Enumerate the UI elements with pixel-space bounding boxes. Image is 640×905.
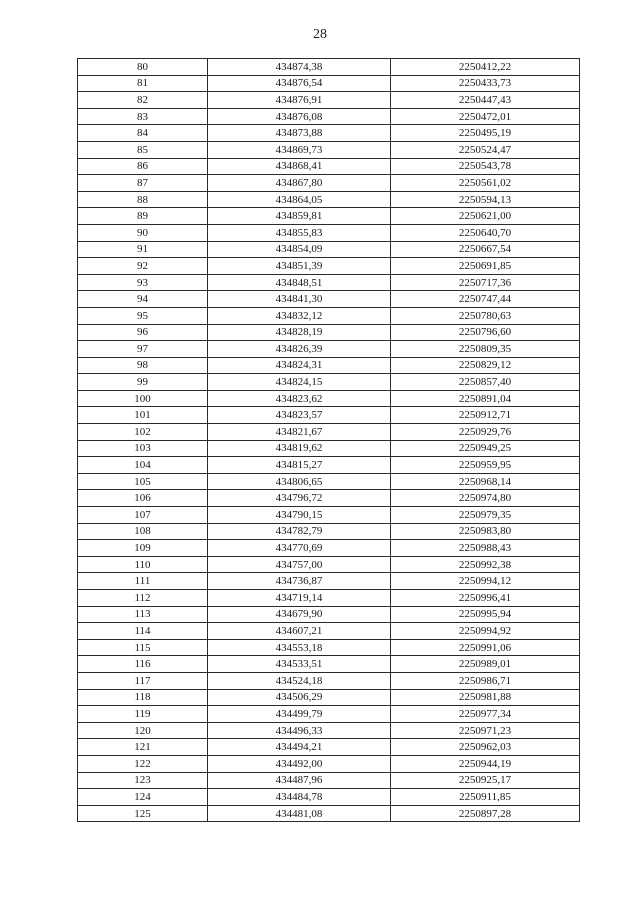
point-number-cell: 82 xyxy=(78,92,208,109)
point-number-cell: 117 xyxy=(78,672,208,689)
y-coordinate-cell: 2250621,00 xyxy=(391,208,580,225)
table-row xyxy=(78,374,580,391)
point-number-cell: 107 xyxy=(78,507,208,524)
y-coordinate-cell: 2250994,92 xyxy=(391,623,580,640)
y-coordinate-cell: 2250959,95 xyxy=(391,457,580,474)
coordinates-table xyxy=(77,58,580,822)
point-number-cell: 83 xyxy=(78,108,208,125)
table-row xyxy=(78,440,580,457)
y-coordinate-cell: 2250989,01 xyxy=(391,656,580,673)
table-row xyxy=(78,407,580,424)
table-row xyxy=(78,573,580,590)
point-number-cell: 91 xyxy=(78,241,208,258)
y-coordinate-cell: 2250994,12 xyxy=(391,573,580,590)
point-number-cell: 113 xyxy=(78,606,208,623)
x-coordinate-cell: 434496,33 xyxy=(208,722,391,739)
y-coordinate-cell: 2250857,40 xyxy=(391,374,580,391)
y-coordinate-cell: 2250949,25 xyxy=(391,440,580,457)
point-number-cell: 115 xyxy=(78,639,208,656)
x-coordinate-cell: 434873,88 xyxy=(208,125,391,142)
page-number: 28 xyxy=(313,27,327,42)
point-number-cell: 85 xyxy=(78,141,208,158)
y-coordinate-cell: 2250524,47 xyxy=(391,141,580,158)
y-coordinate-cell: 2250995,94 xyxy=(391,606,580,623)
x-coordinate-cell: 434819,62 xyxy=(208,440,391,457)
x-coordinate-cell: 434719,14 xyxy=(208,590,391,607)
x-coordinate-cell: 434492,00 xyxy=(208,755,391,772)
table-row xyxy=(78,357,580,374)
point-number-cell: 108 xyxy=(78,523,208,540)
x-coordinate-cell: 434832,12 xyxy=(208,307,391,324)
x-coordinate-cell: 434821,67 xyxy=(208,424,391,441)
y-coordinate-cell: 2250691,85 xyxy=(391,258,580,275)
point-number-cell: 123 xyxy=(78,772,208,789)
x-coordinate-cell: 434487,96 xyxy=(208,772,391,789)
table-row xyxy=(78,274,580,291)
point-number-cell: 110 xyxy=(78,556,208,573)
table-row xyxy=(78,208,580,225)
table-row xyxy=(78,241,580,258)
table-row xyxy=(78,175,580,192)
table-row xyxy=(78,540,580,557)
y-coordinate-cell: 2250974,80 xyxy=(391,490,580,507)
table-row xyxy=(78,324,580,341)
point-number-cell: 121 xyxy=(78,739,208,756)
y-coordinate-cell: 2250925,17 xyxy=(391,772,580,789)
y-coordinate-cell: 2250891,04 xyxy=(391,390,580,407)
x-coordinate-cell: 434859,81 xyxy=(208,208,391,225)
coordinates-table-body xyxy=(78,59,580,822)
point-number-cell: 101 xyxy=(78,407,208,424)
point-number-cell: 120 xyxy=(78,722,208,739)
table-row xyxy=(78,224,580,241)
point-number-cell: 89 xyxy=(78,208,208,225)
point-number-cell: 81 xyxy=(78,75,208,92)
point-number-cell: 98 xyxy=(78,357,208,374)
table-row xyxy=(78,706,580,723)
x-coordinate-cell: 434796,72 xyxy=(208,490,391,507)
x-coordinate-cell: 434868,41 xyxy=(208,158,391,175)
y-coordinate-cell: 2250747,44 xyxy=(391,291,580,308)
table-row xyxy=(78,623,580,640)
x-coordinate-cell: 434533,51 xyxy=(208,656,391,673)
table-row xyxy=(78,191,580,208)
y-coordinate-cell: 2250433,73 xyxy=(391,75,580,92)
table-row xyxy=(78,639,580,656)
point-number-cell: 111 xyxy=(78,573,208,590)
table-row xyxy=(78,390,580,407)
x-coordinate-cell: 434553,18 xyxy=(208,639,391,656)
x-coordinate-cell: 434494,21 xyxy=(208,739,391,756)
point-number-cell: 92 xyxy=(78,258,208,275)
point-number-cell: 122 xyxy=(78,755,208,772)
x-coordinate-cell: 434782,79 xyxy=(208,523,391,540)
point-number-cell: 84 xyxy=(78,125,208,142)
y-coordinate-cell: 2250447,43 xyxy=(391,92,580,109)
y-coordinate-cell: 2250992,38 xyxy=(391,556,580,573)
table-row xyxy=(78,656,580,673)
y-coordinate-cell: 2250944,19 xyxy=(391,755,580,772)
x-coordinate-cell: 434824,15 xyxy=(208,374,391,391)
y-coordinate-cell: 2250412,22 xyxy=(391,59,580,76)
y-coordinate-cell: 2250929,76 xyxy=(391,424,580,441)
table-row xyxy=(78,507,580,524)
y-coordinate-cell: 2250979,35 xyxy=(391,507,580,524)
point-number-cell: 106 xyxy=(78,490,208,507)
x-coordinate-cell: 434824,31 xyxy=(208,357,391,374)
table-row xyxy=(78,755,580,772)
y-coordinate-cell: 2250809,35 xyxy=(391,341,580,358)
table-row xyxy=(78,590,580,607)
table-row xyxy=(78,424,580,441)
table-row xyxy=(78,125,580,142)
point-number-cell: 112 xyxy=(78,590,208,607)
table-row xyxy=(78,473,580,490)
point-number-cell: 104 xyxy=(78,457,208,474)
x-coordinate-cell: 434757,00 xyxy=(208,556,391,573)
y-coordinate-cell: 2250996,41 xyxy=(391,590,580,607)
x-coordinate-cell: 434499,79 xyxy=(208,706,391,723)
point-number-cell: 96 xyxy=(78,324,208,341)
x-coordinate-cell: 434823,57 xyxy=(208,407,391,424)
x-coordinate-cell: 434815,27 xyxy=(208,457,391,474)
table-row xyxy=(78,75,580,92)
x-coordinate-cell: 434864,05 xyxy=(208,191,391,208)
point-number-cell: 103 xyxy=(78,440,208,457)
y-coordinate-cell: 2250472,01 xyxy=(391,108,580,125)
table-row xyxy=(78,341,580,358)
point-number-cell: 102 xyxy=(78,424,208,441)
table-row xyxy=(78,457,580,474)
x-coordinate-cell: 434481,08 xyxy=(208,805,391,822)
x-coordinate-cell: 434607,21 xyxy=(208,623,391,640)
y-coordinate-cell: 2250912,71 xyxy=(391,407,580,424)
point-number-cell: 99 xyxy=(78,374,208,391)
y-coordinate-cell: 2250717,36 xyxy=(391,274,580,291)
x-coordinate-cell: 434841,30 xyxy=(208,291,391,308)
y-coordinate-cell: 2250561,02 xyxy=(391,175,580,192)
y-coordinate-cell: 2250988,43 xyxy=(391,540,580,557)
x-coordinate-cell: 434806,65 xyxy=(208,473,391,490)
x-coordinate-cell: 434848,51 xyxy=(208,274,391,291)
y-coordinate-cell: 2250495,19 xyxy=(391,125,580,142)
table-row xyxy=(78,158,580,175)
point-number-cell: 97 xyxy=(78,341,208,358)
point-number-cell: 114 xyxy=(78,623,208,640)
x-coordinate-cell: 434874,38 xyxy=(208,59,391,76)
point-number-cell: 87 xyxy=(78,175,208,192)
y-coordinate-cell: 2250981,88 xyxy=(391,689,580,706)
table-row xyxy=(78,291,580,308)
table-row xyxy=(78,772,580,789)
y-coordinate-cell: 2250986,71 xyxy=(391,672,580,689)
x-coordinate-cell: 434828,19 xyxy=(208,324,391,341)
y-coordinate-cell: 2250667,54 xyxy=(391,241,580,258)
point-number-cell: 90 xyxy=(78,224,208,241)
y-coordinate-cell: 2250977,34 xyxy=(391,706,580,723)
x-coordinate-cell: 434679,90 xyxy=(208,606,391,623)
table-row xyxy=(78,490,580,507)
table-row xyxy=(78,59,580,76)
x-coordinate-cell: 434826,39 xyxy=(208,341,391,358)
x-coordinate-cell: 434876,91 xyxy=(208,92,391,109)
y-coordinate-cell: 2250971,23 xyxy=(391,722,580,739)
table-row xyxy=(78,805,580,822)
y-coordinate-cell: 2250543,78 xyxy=(391,158,580,175)
point-number-cell: 109 xyxy=(78,540,208,557)
point-number-cell: 119 xyxy=(78,706,208,723)
point-number-cell: 93 xyxy=(78,274,208,291)
x-coordinate-cell: 434736,87 xyxy=(208,573,391,590)
x-coordinate-cell: 434823,62 xyxy=(208,390,391,407)
point-number-cell: 80 xyxy=(78,59,208,76)
x-coordinate-cell: 434869,73 xyxy=(208,141,391,158)
point-number-cell: 118 xyxy=(78,689,208,706)
x-coordinate-cell: 434855,83 xyxy=(208,224,391,241)
table-row xyxy=(78,523,580,540)
y-coordinate-cell: 2250968,14 xyxy=(391,473,580,490)
x-coordinate-cell: 434790,15 xyxy=(208,507,391,524)
y-coordinate-cell: 2250911,85 xyxy=(391,789,580,806)
point-number-cell: 125 xyxy=(78,805,208,822)
y-coordinate-cell: 2250796,60 xyxy=(391,324,580,341)
x-coordinate-cell: 434867,80 xyxy=(208,175,391,192)
x-coordinate-cell: 434484,78 xyxy=(208,789,391,806)
table-row xyxy=(78,606,580,623)
y-coordinate-cell: 2250594,13 xyxy=(391,191,580,208)
x-coordinate-cell: 434876,08 xyxy=(208,108,391,125)
y-coordinate-cell: 2250829,12 xyxy=(391,357,580,374)
point-number-cell: 124 xyxy=(78,789,208,806)
table-row xyxy=(78,689,580,706)
point-number-cell: 100 xyxy=(78,390,208,407)
y-coordinate-cell: 2250640,70 xyxy=(391,224,580,241)
table-row xyxy=(78,672,580,689)
table-row xyxy=(78,789,580,806)
table-row xyxy=(78,556,580,573)
point-number-cell: 86 xyxy=(78,158,208,175)
x-coordinate-cell: 434506,29 xyxy=(208,689,391,706)
x-coordinate-cell: 434876,54 xyxy=(208,75,391,92)
table-row xyxy=(78,92,580,109)
y-coordinate-cell: 2250780,63 xyxy=(391,307,580,324)
table-row xyxy=(78,722,580,739)
y-coordinate-cell: 2250983,80 xyxy=(391,523,580,540)
point-number-cell: 95 xyxy=(78,307,208,324)
x-coordinate-cell: 434851,39 xyxy=(208,258,391,275)
point-number-cell: 116 xyxy=(78,656,208,673)
y-coordinate-cell: 2250991,06 xyxy=(391,639,580,656)
x-coordinate-cell: 434770,69 xyxy=(208,540,391,557)
y-coordinate-cell: 2250962,03 xyxy=(391,739,580,756)
y-coordinate-cell: 2250897,28 xyxy=(391,805,580,822)
point-number-cell: 88 xyxy=(78,191,208,208)
table-row xyxy=(78,108,580,125)
table-row xyxy=(78,307,580,324)
point-number-cell: 94 xyxy=(78,291,208,308)
point-number-cell: 105 xyxy=(78,473,208,490)
table-row xyxy=(78,258,580,275)
table-row xyxy=(78,141,580,158)
x-coordinate-cell: 434854,09 xyxy=(208,241,391,258)
x-coordinate-cell: 434524,18 xyxy=(208,672,391,689)
table-row xyxy=(78,739,580,756)
